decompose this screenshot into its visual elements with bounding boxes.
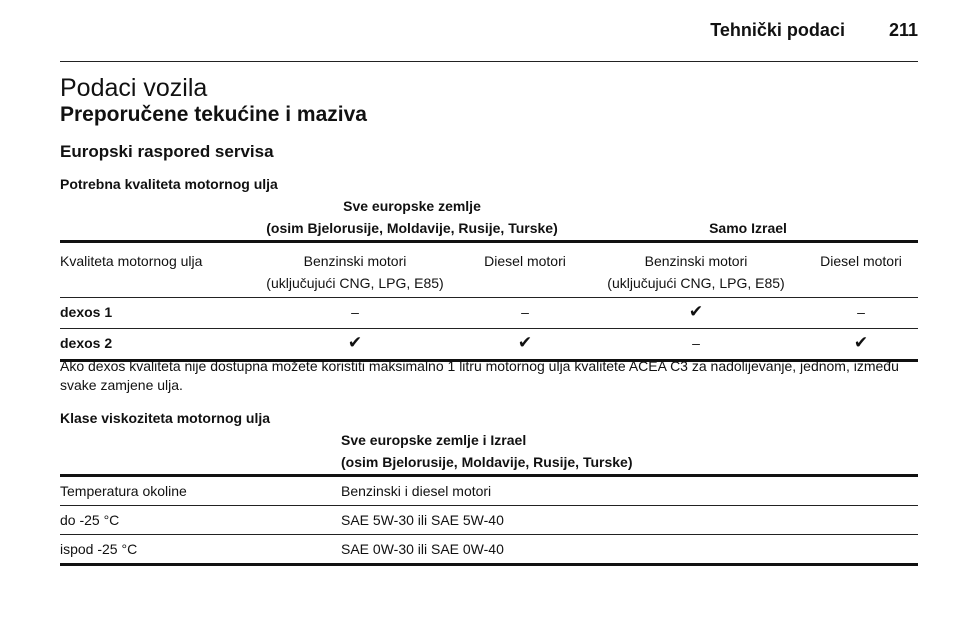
check-mark-icon: ✔ [853,333,869,352]
table1-caption: Potrebna kvaliteta motornog ulja [60,176,278,192]
row-label: dexos 2 [60,335,113,351]
page-header [710,20,918,41]
row-oil: SAE 5W-30 ili SAE 5W-40 [341,512,504,528]
table-row [60,298,918,328]
table-row [60,329,918,359]
row-label: dexos 1 [60,304,113,320]
page-subtitle: Preporučene tekućine i maziva [60,103,367,126]
row-value: – [521,304,529,320]
header-rule [60,61,918,62]
oil-quality-table [60,196,918,362]
oil-note: Ako dexos kvaliteta nije dostupna možete koristiti maksimalno 1 litru motornog ulja kvalitete ACEA C3 za nadolijevanje, jednom, između svake zamjene ulja. [60,358,899,393]
row-oil: SAE 0W-30 ili SAE 0W-40 [341,541,504,557]
table1-group-b: Samo Izrael [709,220,787,236]
table2-rule [60,563,918,566]
row-value: – [351,304,359,320]
table1-group-a-line2: (osim Bjelorusije, Moldavije, Rusije, Turske) [266,220,558,236]
row-value: – [692,335,700,351]
col-petrol-b: Benzinski motori [644,253,748,269]
table1-column-header [60,243,918,291]
col-petrol-b-sub: (uključujući CNG, LPG, E85) [607,275,785,291]
table1-group-a-line1: Sve europske zemlje [343,198,481,214]
row-value: – [857,304,865,320]
header-section-title: Tehnički podaci [710,20,845,40]
section-heading: Europski raspored servisa [60,142,274,161]
col-petrol-a-sub: (uključujući CNG, LPG, E85) [266,275,444,291]
check-mark-icon: ✔ [688,302,704,321]
table2-column-header [60,477,918,505]
table2-group-line1: Sve europske zemlje i Izrael [341,432,527,448]
table-row [60,535,918,563]
table2-group-line2: (osim Bjelorusije, Moldavije, Rusije, Turske) [341,454,633,470]
col-engines: Benzinski i diesel motori [341,483,492,499]
check-mark-icon: ✔ [347,333,363,352]
page-title: Podaci vozila [60,74,208,102]
col-petrol-a: Benzinski motori [303,253,407,269]
col-temperature: Temperatura okoline [60,483,187,499]
table-row [60,506,918,534]
col-quality: Kvaliteta motornog ulja [60,253,203,269]
col-diesel-a: Diesel motori [484,253,566,269]
page-number: 211 [888,20,918,40]
row-temperature: do -25 °C [60,512,120,528]
table2-caption: Klase viskoziteta motornog ulja [60,410,271,426]
check-mark-icon: ✔ [517,333,533,352]
table2-group-header [60,430,918,474]
viscosity-table [60,430,918,566]
col-petrol-b-sub-anchor: Diesel motori [820,253,902,269]
row-temperature: ispod -25 °C [60,541,138,557]
table1-group-header [60,196,918,240]
